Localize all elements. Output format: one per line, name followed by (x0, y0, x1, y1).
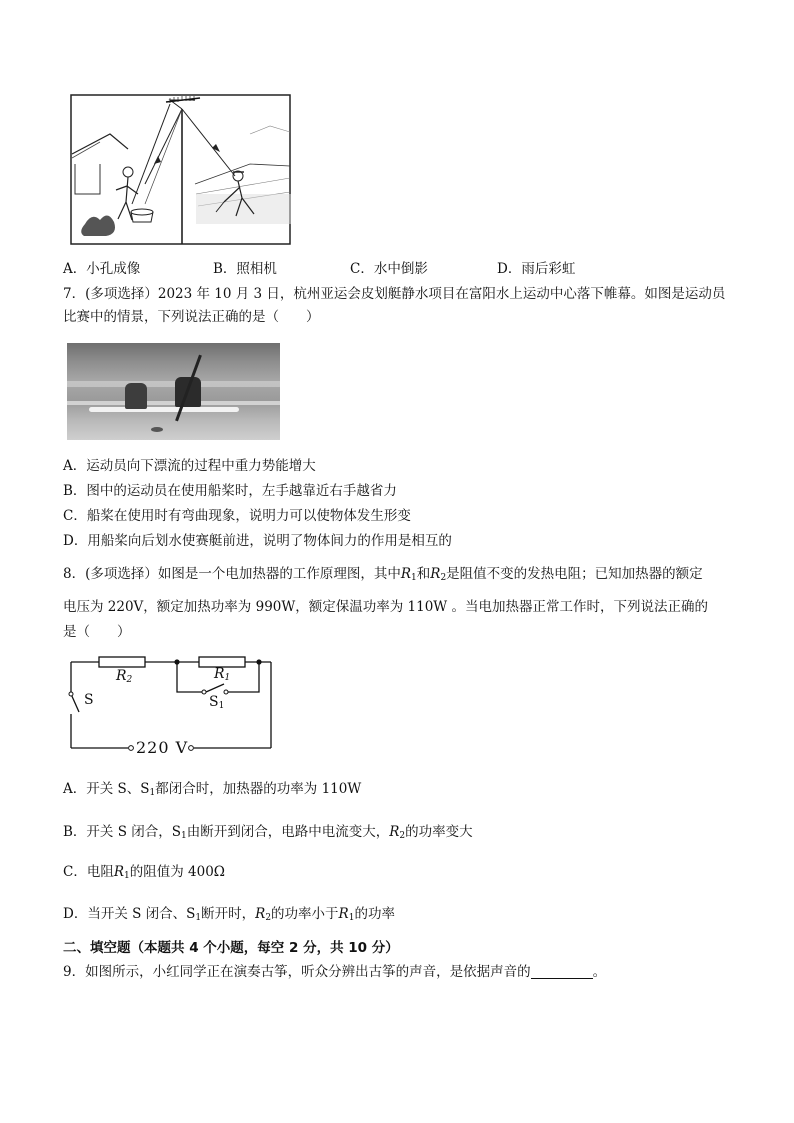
r2-subscript: 2 (440, 573, 447, 583)
circuit-r1-label: $R_1$ (214, 666, 231, 683)
q8-option-d[interactable]: D．当开关 S 闭合、$S_1$断开时，$R_2$的功率小于$R_1$的功率 (63, 906, 395, 923)
r1-symbol: R (400, 566, 412, 582)
q8-option-b[interactable]: B．开关 S 闭合，$S_1$由断开到闭合，电路中电流变大，$R_2$的功率变大 (63, 824, 473, 841)
section2-heading: 二、填空题（本题共 4 个小题，每空 2 分，共 10 分） (63, 940, 399, 956)
q6-option-b[interactable]: B．照相机 (213, 261, 277, 277)
q8-stem-line1 (63, 564, 703, 588)
q8-stem-text-a: 8．(多项选择）如图是一个电加热器的工作原理图，其中 (63, 566, 401, 582)
q8-stem-line2: 电压为 220V，额定加热功率为 990W，额定保温功率为 110W 。当电加热器正常工作时，下列说法正确的 (63, 599, 708, 615)
q8-stem-text-b: 是阻值不变的发热电阻；已知加热器的额定 (446, 566, 703, 582)
optics-illustration (70, 94, 292, 246)
circuit-switch-s1-label: $S_1$ (209, 694, 225, 711)
circuit-switch-s-label: S (84, 692, 94, 708)
q6-options (63, 257, 703, 277)
q8-option-a[interactable]: A．开关 S、$S_1$都闭合时，加热器的功率为 110W (63, 781, 362, 798)
circuit-r2-label: $R_2$ (116, 668, 133, 685)
q9-stem: 9．如图所示，小红同学正在演奏古筝，听众分辨出古筝的声音，是依据声音的 。 (63, 964, 607, 980)
q7-stem-line2: 比赛中的情景，下列说法正确的是（ ） (63, 309, 320, 325)
circuit-voltage-label: 220 V (136, 738, 189, 757)
q7-option-a[interactable]: A．运动员向下漂流的过程中重力势能增大 (63, 458, 316, 474)
q7-option-d[interactable]: D．用船桨向后划水使赛艇前进，说明了物体间力的作用是相互的 (63, 533, 452, 549)
q8-option-c[interactable]: C．电阻$R_1$的阻值为 400Ω (63, 864, 226, 881)
q8-stem-and: 和 (416, 566, 431, 582)
q6-option-d[interactable]: D．雨后彩虹 (497, 261, 576, 277)
q6-option-a[interactable]: A．小孔成像 (63, 261, 141, 277)
q7-option-c[interactable]: C．船桨在使用时有弯曲现象，说明力可以使物体发生形变 (63, 508, 411, 524)
q7-stem-line1: 7．(多项选择）2023 年 10 月 3 日，杭州亚运会皮划艇静水项目在富阳水上运动中心落下帷幕。如图是运动员 (63, 286, 726, 302)
r1-subscript: 1 (411, 573, 417, 583)
q6-option-c[interactable]: C．水中倒影 (350, 261, 428, 277)
r2-symbol: R (430, 566, 441, 582)
canoe-photo (67, 343, 280, 440)
q7-option-b[interactable]: B．图中的运动员在使用船桨时，左手越靠近右手越省力 (63, 483, 397, 499)
q8-stem-line3: 是（ ） (63, 624, 131, 640)
q9-answer-blank[interactable] (531, 964, 593, 979)
circuit-diagram (66, 652, 276, 758)
